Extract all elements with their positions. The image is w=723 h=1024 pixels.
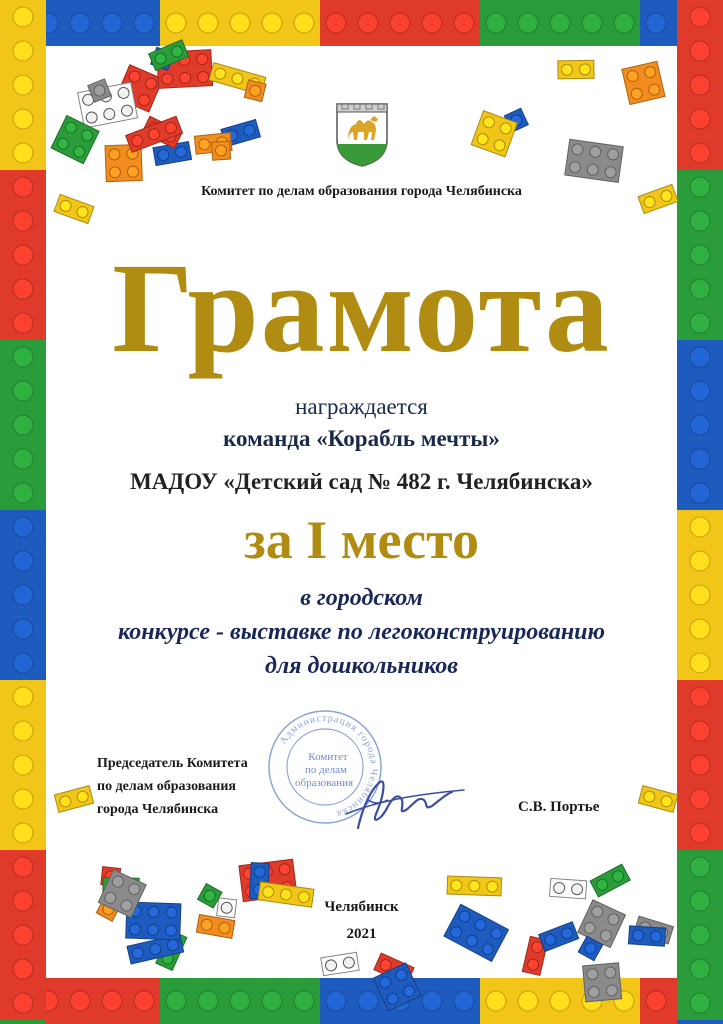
description-line: конкурсе - выставке по легоконструированию	[117, 619, 606, 645]
lego-brick-icon	[321, 952, 359, 975]
lego-brick-icon	[558, 60, 594, 79]
signatory-position-line: города Челябинска	[97, 802, 219, 817]
team-name: команда «Корабль мечты»	[223, 426, 500, 451]
signature-icon	[340, 770, 470, 840]
signatory-position-line: по делам образования	[97, 779, 237, 794]
stamp-ring-text: Администрация города Челябинска	[277, 712, 380, 820]
committee-name: Комитет по делам образования города Челябинска	[201, 184, 522, 199]
signatory-position-line: Председатель Комитета	[97, 756, 248, 771]
lego-brick-icon	[211, 141, 230, 160]
lego-brick-icon	[590, 864, 630, 897]
lego-brick-icon	[622, 61, 665, 104]
lego-brick-icon	[244, 80, 266, 102]
lego-brick-icon	[638, 786, 677, 813]
stamp-center-line: образования	[294, 777, 354, 789]
signatory-position	[97, 752, 248, 821]
lego-brick-icon	[565, 139, 623, 182]
lego-brick-icon	[550, 878, 587, 898]
lego-brick-icon	[583, 963, 622, 1002]
lego-brick-icon	[447, 876, 502, 896]
chelyabinsk-coat-of-arms-icon	[334, 100, 390, 168]
description-line: в городском	[300, 585, 423, 611]
stamp-center-line: по делам	[305, 764, 347, 776]
place-text: за I место	[244, 510, 479, 570]
certificate-title: Грамота	[112, 237, 611, 379]
organization-name: МАДОУ «Детский сад № 482 г. Челябинска»	[130, 469, 593, 494]
signatory-name: С.В. Портье	[518, 799, 600, 815]
description-line: для дошкольников	[264, 653, 459, 679]
year: 2021	[346, 926, 377, 942]
lego-brick-icon	[54, 786, 93, 813]
awarded-text: награждается	[295, 394, 428, 419]
city-name: Челябинск	[324, 899, 399, 915]
stamp-center-line: Комитет	[308, 751, 348, 763]
